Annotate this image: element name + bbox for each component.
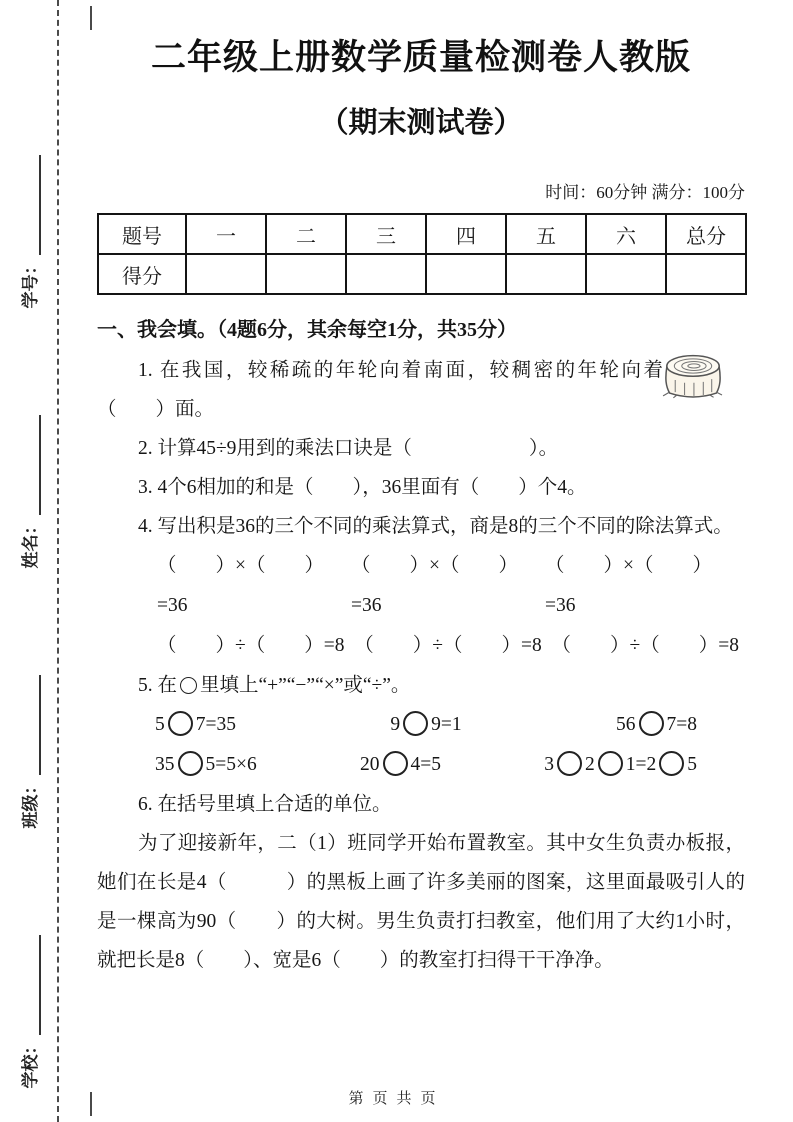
circle-operator-equation: 9 9=1 bbox=[390, 705, 461, 745]
division-blank-equation: （ ）÷（ ）=8 bbox=[551, 635, 739, 656]
q4-multiplication-row bbox=[97, 546, 745, 626]
question-4-text: 4. 写出积是36的三个不同的乘法算式，商是8的三个不同的除法算式。 bbox=[137, 516, 733, 537]
name-label: 姓名： bbox=[21, 517, 40, 569]
score-empty-cell bbox=[186, 254, 266, 294]
exam-title: 二年级上册数学质量检测卷人教版 bbox=[150, 38, 691, 77]
multiplication-blank-equation: （ ）×（ ）=36 bbox=[545, 555, 712, 616]
operator-blank-circle bbox=[178, 751, 203, 776]
main-content bbox=[97, 0, 745, 980]
q5-row-2 bbox=[97, 745, 745, 785]
header-cell-question-no: 题号 bbox=[98, 214, 186, 254]
class-blank-line bbox=[24, 676, 41, 776]
binding-label-name bbox=[17, 397, 41, 587]
header-cell-4: 四 bbox=[426, 214, 506, 254]
time-and-score-meta: 时间：60分钟 满分：100分 bbox=[545, 183, 745, 202]
operator-blank-circle bbox=[180, 677, 197, 694]
circle-operator-equation: 20 4=5 bbox=[360, 745, 441, 785]
question-1 bbox=[97, 351, 745, 429]
binding-label-class bbox=[17, 657, 41, 847]
operator-blank-circle bbox=[659, 751, 684, 776]
tree-stump-annual-rings-icon bbox=[659, 351, 727, 414]
header-cell-6: 六 bbox=[586, 214, 666, 254]
question-1-text: 1. 在我国，较稀疏的年轮向着南面，较稠密的年轮向着（ ）面。 bbox=[97, 360, 663, 420]
header-cell-3: 三 bbox=[346, 214, 426, 254]
class-label: 班级： bbox=[21, 777, 40, 829]
student-id-label: 学号： bbox=[21, 257, 40, 309]
score-table-header-row bbox=[98, 214, 746, 254]
score-table-score-row bbox=[98, 254, 746, 294]
circle-operator-equation: 56 7=8 bbox=[616, 705, 697, 745]
score-empty-cell bbox=[666, 254, 746, 294]
question-6-paragraph: 为了迎接新年，二（1）班同学开始布置教室。其中女生负责办板报，她们在长是4（ ）的黑板上画了许多美丽的图案，这里面最吸引人的是一棵高为90（ ）的大树。男生负责打扫教室，他们用了大约1小时，就把长是8（ ）、宽是6（ ）的教室打扫得干干净净。 bbox=[97, 833, 745, 971]
score-empty-cell bbox=[506, 254, 586, 294]
binding-label-school bbox=[17, 917, 41, 1107]
multiplication-blank-equation: （ ）×（ ）=36 bbox=[351, 555, 518, 616]
score-row-label: 得分 bbox=[98, 254, 186, 294]
operator-blank-circle bbox=[383, 751, 408, 776]
circle-operator-equation: 35 5=5×6 bbox=[155, 745, 257, 785]
binding-dashed-line bbox=[57, 0, 59, 1122]
multiplication-blank-equation: （ ）×（ ）=36 bbox=[157, 555, 324, 616]
score-empty-cell bbox=[586, 254, 666, 294]
division-blank-equation: （ ）÷（ ）=8 bbox=[157, 635, 345, 656]
binding-tick-top bbox=[90, 6, 92, 30]
student-id-blank-line bbox=[24, 156, 41, 256]
operator-blank-circle bbox=[598, 751, 623, 776]
operator-blank-circle bbox=[557, 751, 582, 776]
section-one-heading: 一、我会填。（4题6分，其余每空1分，共35分） bbox=[97, 319, 517, 341]
name-blank-line bbox=[24, 416, 41, 516]
score-empty-cell bbox=[266, 254, 346, 294]
division-blank-equation: （ ）÷（ ）=8 bbox=[354, 635, 542, 656]
question-5-text: 5. 在 里填上“+”“−”“×”或“÷”。 bbox=[137, 675, 411, 696]
header-cell-2: 二 bbox=[266, 214, 346, 254]
school-blank-line bbox=[24, 936, 41, 1036]
header-cell-5: 五 bbox=[506, 214, 586, 254]
operator-blank-circle bbox=[639, 711, 664, 736]
score-empty-cell bbox=[346, 254, 426, 294]
q4-division-row bbox=[97, 626, 745, 666]
header-cell-total: 总分 bbox=[666, 214, 746, 254]
score-table bbox=[97, 213, 747, 295]
header-cell-1: 一 bbox=[186, 214, 266, 254]
question-2-text: 2. 计算45÷9用到的乘法口诀是（ ）。 bbox=[137, 438, 559, 459]
exam-subtitle: （期末测试卷） bbox=[319, 107, 523, 139]
circle-operator-equation: 5 7=35 bbox=[155, 705, 236, 745]
page-footer: 第页共页 bbox=[348, 1091, 445, 1107]
score-empty-cell bbox=[426, 254, 506, 294]
circle-operator-equation: 3 2 1=2 5 bbox=[544, 745, 697, 785]
binding-label-student-id bbox=[17, 137, 41, 327]
operator-blank-circle bbox=[168, 711, 193, 736]
question-6-text: 6. 在括号里填上合适的单位。 bbox=[137, 794, 392, 815]
question-3-text: 3. 4个6相加的和是（ ），36里面有（ ）个4。 bbox=[137, 477, 587, 498]
operator-blank-circle bbox=[403, 711, 428, 736]
school-label: 学校： bbox=[21, 1037, 40, 1089]
q5-row-1 bbox=[97, 705, 745, 745]
